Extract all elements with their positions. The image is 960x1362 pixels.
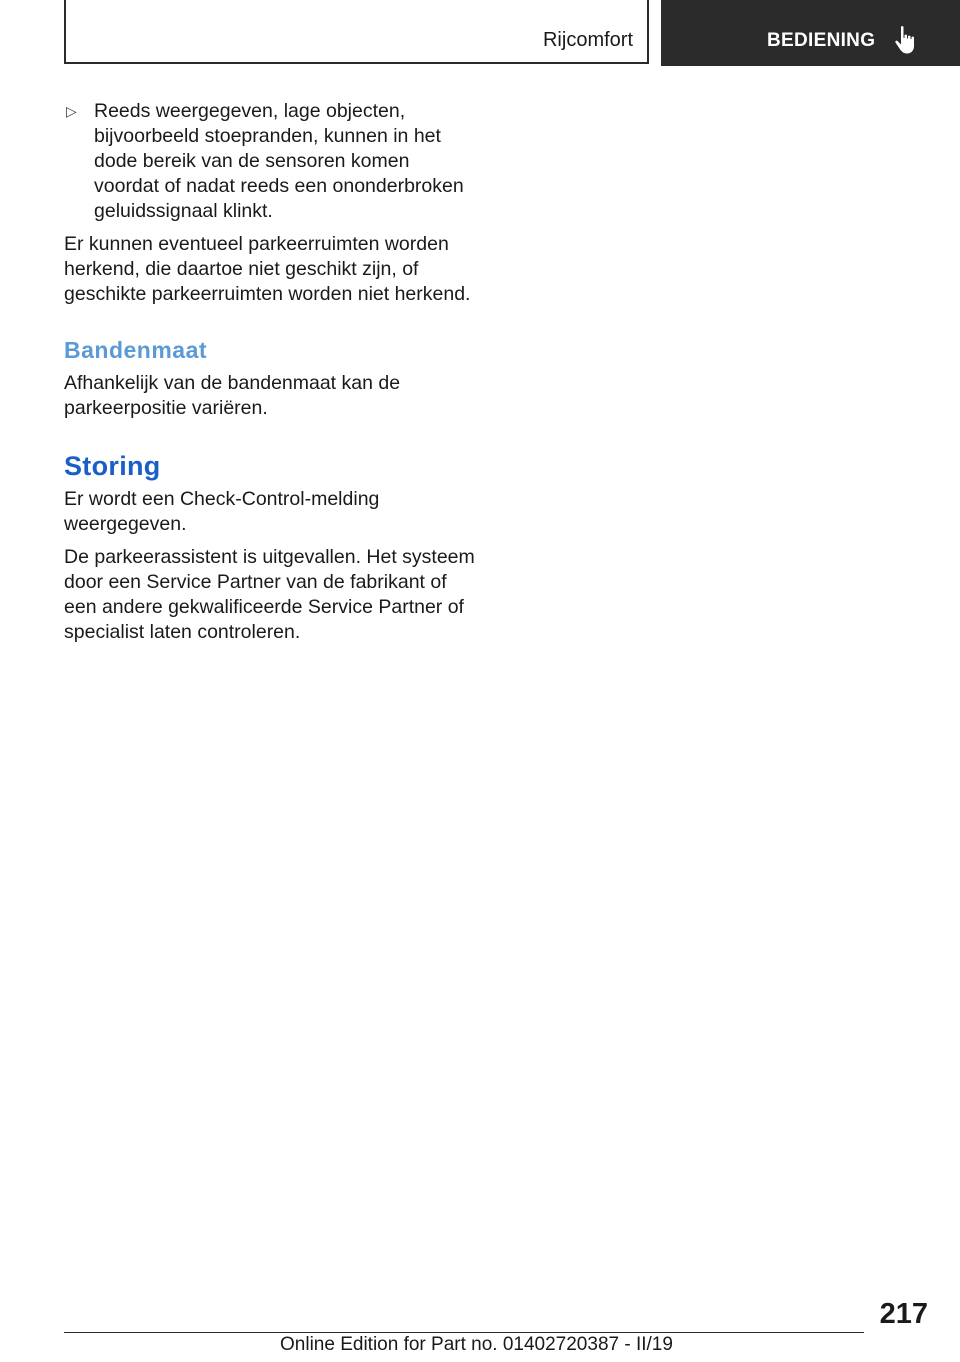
paragraph-storing-melding: Er wordt een Check-Control-melding weergegeven. bbox=[64, 488, 380, 535]
heading-bandenmaat: Bandenmaat bbox=[64, 337, 208, 363]
paragraph-bandenmaat: Afhankelijk van de bandenmaat kan de parkeerpositie variëren. bbox=[64, 372, 401, 419]
section-title: Rijcomfort bbox=[542, 29, 633, 51]
paragraph-storing-partner: De parkeerassistent is uitgevallen. Het systeem door een Service Partner van de fabrikant of een andere gekwalificeerde Service Partner of specialist laten controleren. bbox=[64, 546, 475, 643]
header-section-box bbox=[64, 0, 649, 64]
page-number: 217 bbox=[879, 1298, 928, 1330]
heading-storing: Storing bbox=[64, 451, 161, 481]
footer-edition: Online Edition for Part no. 01402720387 - II/19 bbox=[280, 1334, 673, 1355]
triangle-bullet-icon: ▷ bbox=[66, 103, 77, 119]
footer-divider bbox=[64, 1332, 864, 1333]
bullet-item bbox=[64, 99, 479, 224]
main-content bbox=[64, 99, 479, 653]
header-chapter-tab bbox=[661, 0, 960, 66]
paragraph-parkeerruimten: Er kunnen eventueel parkeerruimten worden herkend, die daartoe niet geschikt zijn, of geschikte parkeerruimten worden niet herkend. bbox=[64, 233, 471, 305]
bullet-text: Reeds weergegeven, lage objecten, bijvoorbeeld stoepranden, kunnen in het dode bereik van de sensoren komen voordat of nadat reeds een ononderbroken geluidssignaal klinkt. bbox=[94, 100, 464, 222]
pointing-hand-icon bbox=[894, 25, 920, 55]
chapter-title: BEDIENING bbox=[767, 30, 876, 51]
